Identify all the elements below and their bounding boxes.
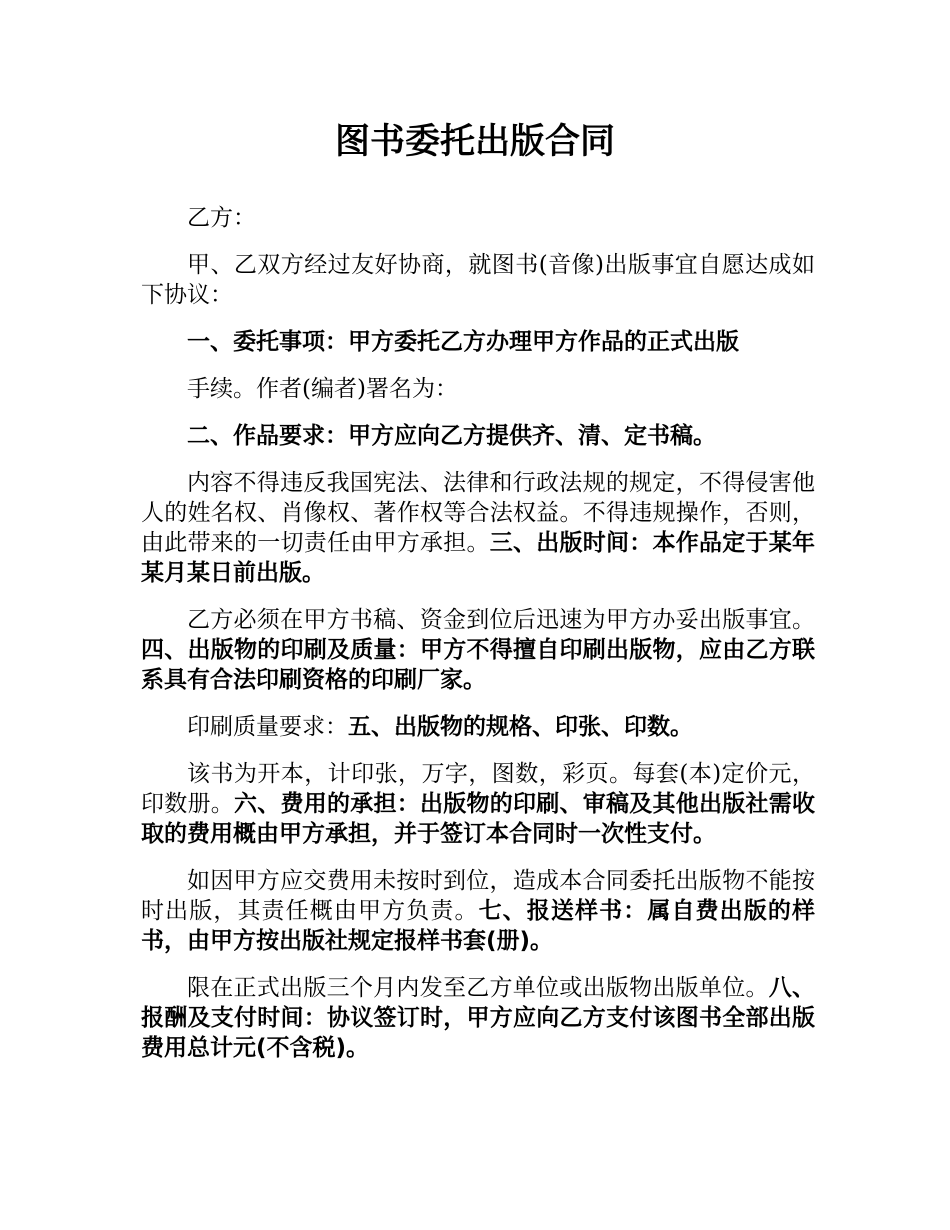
paragraph-clause-2-heading [141, 421, 815, 451]
paragraph-clause-1-body [141, 374, 815, 404]
text-run: 该书为开本，计印张，万字，图数，彩页。每套(本)定价元，印数册。 [141, 761, 815, 817]
clause-heading: 六、费用的承担：出版物的印刷、审稿及其他出版社需收取的费用概由甲方承担，并于签订本合同时一次性支付。 [141, 791, 815, 847]
text-run: 甲、乙双方经过友好协商，就图书(音像)出版事宜自愿达成如下协议： [141, 252, 815, 308]
text-run: 手续。作者(编者)署名为： [187, 376, 458, 402]
document-title: 图书委托出版合同 [334, 122, 615, 162]
text-run: 限在正式出版三个月内发至乙方单位或出版物出版单位。 [187, 975, 769, 1001]
paragraph-clause-6-body [141, 866, 815, 956]
clause-heading: 八、报酬及支付时间：协议签订时，甲方应向乙方支付该图书全部出版费用总计元(不含税)。 [141, 975, 816, 1061]
text-run: 乙方： [187, 205, 256, 231]
text-run: 如因甲方应交费用未按时到位，造成本合同委托出版物不能按时出版，其责任概由甲方负责。 [141, 868, 815, 924]
text-run: 乙方必须在甲方书稿、资金到位后迅速为甲方办妥出版事宜。 [187, 607, 815, 633]
text-run: 印刷质量要求： [187, 714, 348, 740]
paragraph-preamble [141, 250, 815, 310]
paragraph-clause-7-body [141, 973, 815, 1063]
clause-heading: 二、作品要求：甲方应向乙方提供齐、清、定书稿。 [187, 423, 716, 449]
clause-heading: 一、委托事项：甲方委托乙方办理甲方作品的正式出版 [187, 329, 739, 355]
paragraph-clause-5-body [141, 759, 815, 849]
text-run: 内容不得违反我国宪法、法律和行政法规的规定，不得侵害他人的姓名权、肖像权、著作权等合法权益。不得违规操作，否则，由此带来的一切责任由甲方承担。 [141, 470, 815, 556]
paragraph-party-b [141, 203, 815, 233]
paragraph-clause-1-heading [141, 327, 815, 357]
paragraph-clause-2-body [141, 468, 815, 588]
paragraph-clause-3-body [141, 605, 815, 695]
clause-heading: 三、出版时间：本作品定于某年某月某日前出版。 [141, 530, 815, 586]
clause-heading: 五、出版物的规格、印张、印数。 [348, 714, 693, 740]
paragraph-clause-4-body [141, 712, 815, 742]
document-body [141, 203, 815, 1080]
clause-heading: 七、报送样书：属自费出版的样书，由甲方按出版社规定报样书套(册)。 [141, 898, 816, 954]
clause-heading: 四、出版物的印刷及质量：甲方不得擅自印刷出版物，应由乙方联系具有合法印刷资格的印刷厂家。 [141, 637, 815, 693]
